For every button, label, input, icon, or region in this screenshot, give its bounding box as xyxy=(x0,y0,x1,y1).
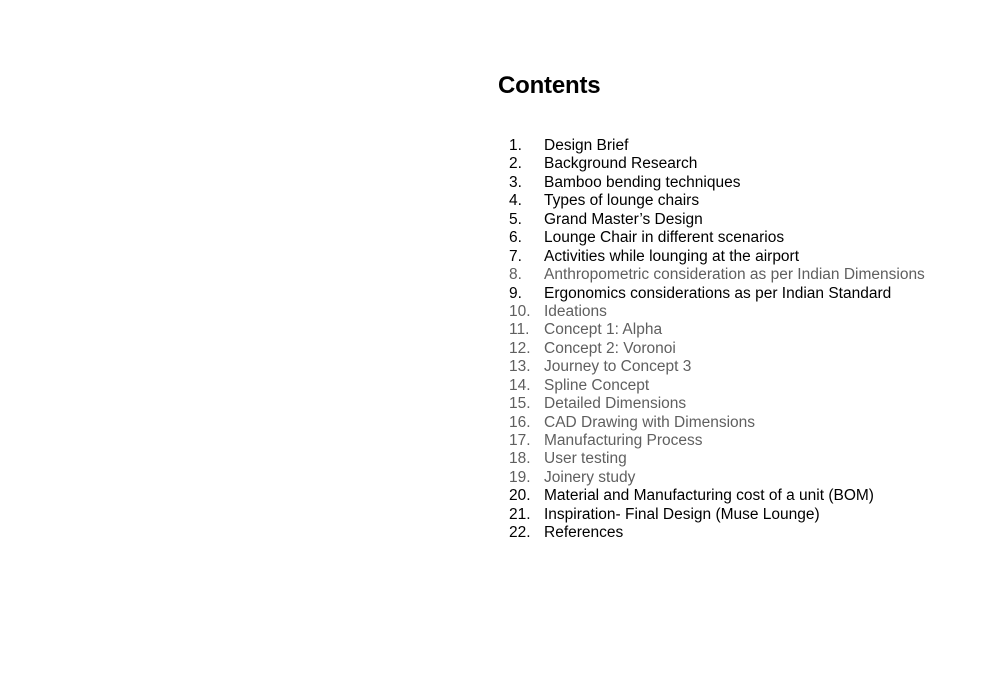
table-of-contents xyxy=(509,137,925,543)
toc-item-number: 8. xyxy=(509,266,522,284)
toc-item-label: Joinery study xyxy=(544,468,636,486)
toc-item-label: Concept 1: Alpha xyxy=(544,321,663,339)
toc-item[interactable] xyxy=(509,414,925,432)
toc-item-label: Spline Concept xyxy=(544,376,650,394)
toc-item-label: Activities while lounging at the airport xyxy=(544,247,800,265)
toc-item[interactable] xyxy=(509,285,925,303)
toc-item[interactable] xyxy=(509,469,925,487)
toc-item[interactable] xyxy=(509,321,925,339)
toc-item[interactable] xyxy=(509,211,925,229)
toc-item-label: Detailed Dimensions xyxy=(544,395,687,413)
toc-item-label: Ideations xyxy=(544,302,607,320)
toc-item[interactable] xyxy=(509,450,925,468)
toc-item[interactable] xyxy=(509,432,925,450)
toc-item-label: Inspiration- Final Design (Muse Lounge) xyxy=(544,505,820,523)
toc-item[interactable] xyxy=(509,266,925,284)
toc-item-label: Types of lounge chairs xyxy=(544,192,700,210)
toc-item[interactable] xyxy=(509,524,925,542)
toc-item[interactable] xyxy=(509,358,925,376)
toc-item-label: References xyxy=(544,524,624,542)
toc-item-number: 7. xyxy=(509,247,522,265)
toc-item[interactable] xyxy=(509,192,925,210)
toc-item-label: Design Brief xyxy=(544,137,629,154)
toc-item-number: 20. xyxy=(509,487,531,505)
toc-item-number: 18. xyxy=(509,450,531,468)
toc-item-label: Manufacturing Process xyxy=(544,432,703,449)
toc-item[interactable] xyxy=(509,137,925,155)
toc-item-label: Concept 2: Voronoi xyxy=(544,339,676,357)
toc-item-label: Material and Manufacturing cost of a unit (BOM) xyxy=(544,487,874,505)
toc-item-number: 16. xyxy=(509,413,531,431)
toc-item-number: 13. xyxy=(509,358,531,376)
toc-item[interactable] xyxy=(509,487,925,505)
toc-item-number: 6. xyxy=(509,229,522,247)
toc-item[interactable] xyxy=(509,155,925,173)
toc-item-number: 3. xyxy=(509,173,522,191)
toc-item-label: Grand Master’s Design xyxy=(544,210,703,228)
toc-item[interactable] xyxy=(509,303,925,321)
toc-item-number: 21. xyxy=(509,505,531,523)
toc-item[interactable] xyxy=(509,174,925,192)
toc-item-label: Journey to Concept 3 xyxy=(544,358,692,376)
toc-item-label: CAD Drawing with Dimensions xyxy=(544,413,756,431)
toc-item-number: 22. xyxy=(509,524,531,542)
toc-item-number: 11. xyxy=(509,321,530,339)
toc-item-number: 5. xyxy=(509,210,522,228)
toc-item[interactable] xyxy=(509,248,925,266)
page-title: Contents xyxy=(498,72,601,99)
toc-item-label: Anthropometric consideration as per Indian Dimensions xyxy=(544,266,925,284)
toc-item[interactable] xyxy=(509,377,925,395)
toc-item[interactable] xyxy=(509,395,925,413)
toc-item-number: 10. xyxy=(509,302,531,320)
toc-item-label: Lounge Chair in different scenarios xyxy=(544,229,785,247)
toc-item-number: 12. xyxy=(509,339,531,357)
toc-item-label: User testing xyxy=(544,450,627,468)
toc-item-number: 9. xyxy=(509,284,522,302)
toc-item-number: 2. xyxy=(509,155,522,173)
toc-item-number: 1. xyxy=(509,137,522,154)
toc-item-number: 14. xyxy=(509,376,531,394)
toc-item[interactable] xyxy=(509,229,925,247)
toc-item-number: 15. xyxy=(509,395,531,413)
toc-item[interactable] xyxy=(509,340,925,358)
toc-item-label: Ergonomics considerations as per Indian Standard xyxy=(544,284,892,302)
toc-item-label: Background Research xyxy=(544,155,698,173)
toc-item[interactable] xyxy=(509,506,925,524)
toc-item-label: Bamboo bending techniques xyxy=(544,173,741,191)
toc-item-number: 17. xyxy=(509,432,531,449)
toc-item-number: 4. xyxy=(509,192,522,210)
toc-item-number: 19. xyxy=(509,468,531,486)
